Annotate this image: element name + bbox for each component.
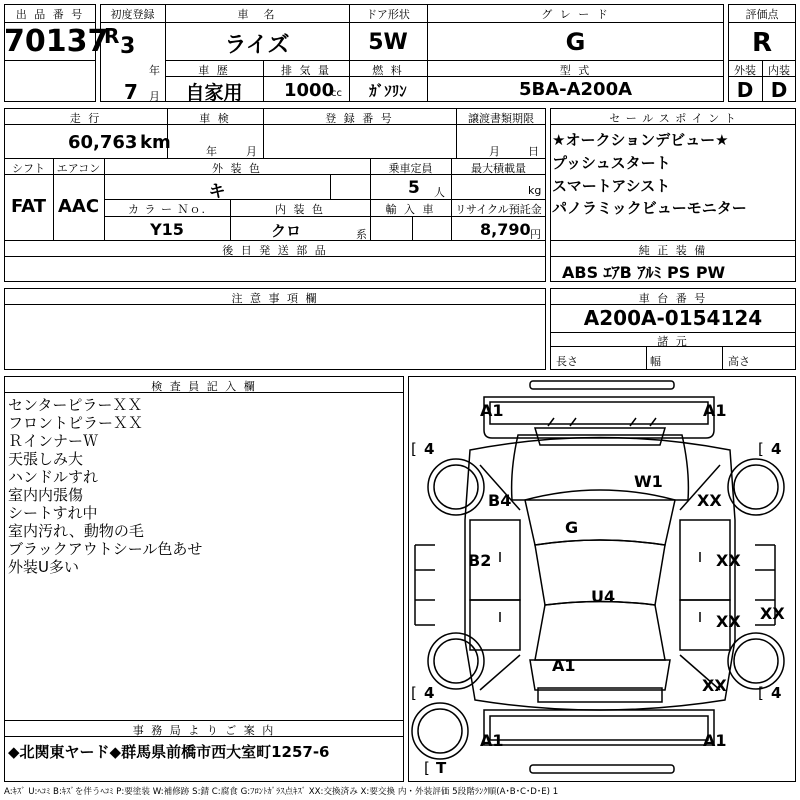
load-label: 最大積載量 <box>471 162 526 175</box>
color-label: 外 装 色 <box>212 162 262 175</box>
legend: A:ｷｽﾞ U:ﾍｺﾐ B:ｷｽﾞを伴うﾍｺﾐ P:要塗装 W:補修跡 S:錆 C:腐食 G:ﾌﾛﾝﾄｶﾞﾗｽ点ｷｽﾞ XX:交換済み X:要交換 内・外装評価 5段階ﾗﾝｸ順(A･B･C･D･E) 1 <box>4 787 559 797</box>
year-unit: 年 <box>149 64 160 77</box>
damage-xx-2: XX <box>716 551 741 570</box>
displacement: 1000 <box>284 80 335 101</box>
damage-xx-4: XX <box>716 612 741 631</box>
recycle: 8,790 <box>480 220 531 239</box>
color-no-label: カ ラ ー Ｎｏ. <box>128 203 206 216</box>
office-label: 事 務 局 よ り ご 案 内 <box>132 724 276 737</box>
sales-point-3: スマートアシスト <box>552 177 671 195</box>
transfer-month-unit: 月 <box>489 145 500 158</box>
doors-label: ドア形状 <box>366 8 410 21</box>
bracket-fr: [ <box>758 440 764 458</box>
sales-points-label: セ ー ル ス ポ イ ン ト <box>609 112 737 125</box>
damage-u4: U4 <box>591 587 616 606</box>
damage-xx-3: XX <box>760 604 785 623</box>
inspector-label: 検 査 員 記 入 欄 <box>151 380 257 393</box>
equipment-label: 純 正 装 備 <box>638 244 708 257</box>
grade-label: グ レ ー ド <box>541 8 610 21</box>
interior-color: クロ <box>270 222 301 240</box>
color-no: Y15 <box>150 220 184 239</box>
chassis-label: 車 台 番 号 <box>638 292 708 305</box>
inspector-comment-7: シートすれ中 <box>8 504 98 522</box>
bracket-rl: [ <box>411 684 417 702</box>
damage-a1-rear-left: A1 <box>480 731 504 750</box>
damage-a1-front-right: A1 <box>703 401 727 420</box>
damage-b2: B2 <box>468 551 492 570</box>
length-label: 長さ <box>556 355 578 368</box>
shift: FAT <box>10 196 47 217</box>
exterior-label: 外装 <box>734 64 756 77</box>
exterior-color: キ <box>208 182 226 202</box>
rating: R <box>751 28 773 58</box>
inspector-comment-5: ハンドルすれ <box>8 468 99 486</box>
interior-color-unit: 系 <box>356 228 367 241</box>
bracket-spare: [ <box>424 759 430 777</box>
model: 5BA-A200A <box>518 79 633 100</box>
mileage: 60,763 <box>68 132 138 153</box>
equipment-value: ABS ｴｱB ｱﾙﾐ PS PW <box>562 263 726 282</box>
lot-label: 出 品 番 号 <box>15 8 85 21</box>
bracket-rr: [ <box>758 684 764 702</box>
inspection-month-unit: 月 <box>246 145 257 158</box>
spare-tire: T <box>436 759 447 777</box>
inspector-comment-1: センターピラーＸＸ <box>8 396 143 414</box>
tire-fl: 4 <box>424 440 435 458</box>
damage-b4: B4 <box>488 491 512 510</box>
capacity: 5 <box>408 178 420 198</box>
sales-point-2: プッシュスタート <box>552 154 671 172</box>
import-label: 輸 入 車 <box>385 203 436 216</box>
damage-g: G <box>565 518 579 537</box>
sales-point-4: パノラミックビューモニター <box>552 199 747 217</box>
month-unit: 月 <box>149 90 160 103</box>
tire-rr: 4 <box>771 684 782 702</box>
load-unit: kg <box>528 184 542 197</box>
tire-rl: 4 <box>424 684 435 702</box>
inspector-comment-9: ブラックアウトシール色あせ <box>8 540 203 558</box>
mileage-label: 走 行 <box>69 112 102 125</box>
doors: 5W <box>368 30 408 55</box>
damage-a1-rear-right: A1 <box>703 731 727 750</box>
capacity-label: 乗車定員 <box>388 162 433 175</box>
grade: G <box>565 28 586 56</box>
displacement-label: 排 気 量 <box>281 64 331 77</box>
model-label: 型 式 <box>559 64 592 77</box>
inspector-comment-2: フロントピラーＸＸ <box>8 414 144 432</box>
aircon: AAC <box>57 196 100 217</box>
year: 3 <box>120 34 136 59</box>
inspector-comment-6: 室内内張傷 <box>8 486 84 504</box>
interior-color-label: 内 装 色 <box>275 203 325 216</box>
fuel: ｶﾞｿﾘﾝ <box>369 82 407 100</box>
inspector-comment-10: 外装U多い <box>8 558 79 576</box>
lot-number: 70137 <box>4 24 109 59</box>
inspection-label: 車 検 <box>199 112 231 125</box>
rating-label: 評価点 <box>745 8 779 21</box>
chassis-number: A200A-0154124 <box>583 306 763 330</box>
interior-label: 内装 <box>768 64 790 77</box>
exterior-grade: D <box>736 78 754 102</box>
interior-grade: D <box>770 78 788 102</box>
shift-label: シフト <box>12 162 45 175</box>
month: 7 <box>124 80 138 104</box>
history-label: 車 歴 <box>198 64 230 77</box>
displacement-unit: cc <box>331 88 342 99</box>
transfer-label: 譲渡書類期限 <box>468 112 534 125</box>
damage-w1: W1 <box>634 472 663 491</box>
office-text: ◆北関東ヤード◆群馬県前橋市西大室町1257-6 <box>8 743 330 761</box>
inspector-comment-3: ＲインナーＷ <box>8 432 99 450</box>
inspector-comment-4: 天張しみ大 <box>8 450 84 468</box>
sales-point-1: ★オークションデビュー★ <box>552 131 729 149</box>
width-label: 幅 <box>650 355 661 368</box>
dims-label: 諸 元 <box>657 335 689 348</box>
capacity-unit: 人 <box>434 186 445 199</box>
bracket-fl: [ <box>411 440 417 458</box>
era: R <box>104 24 120 48</box>
tire-fr: 4 <box>771 440 782 458</box>
transfer-day-unit: 日 <box>528 145 539 158</box>
damage-a1-front-left: A1 <box>480 401 504 420</box>
height-label: 高さ <box>728 355 750 368</box>
inspector-comment-8: 室内汚れ、動物の毛 <box>8 522 144 540</box>
aircon-label: エアコン <box>56 162 101 175</box>
parts-label: 後 日 発 送 部 品 <box>222 244 328 257</box>
inspection-year-unit: 年 <box>206 145 217 158</box>
recycle-label: リサイクル預託金 <box>455 203 542 216</box>
mileage-unit: km <box>140 132 171 153</box>
history: 自家用 <box>185 82 243 104</box>
registration-label: 登 録 番 号 <box>325 112 394 125</box>
car-name: ライズ <box>224 33 290 58</box>
first-reg-label: 初度登録 <box>110 8 155 21</box>
damage-xx-1: XX <box>697 491 722 510</box>
car-name-label: 車 名 <box>237 8 277 21</box>
fuel-label: 燃 料 <box>372 64 404 77</box>
damage-xx-5: XX <box>702 676 727 695</box>
damage-a1-center: A1 <box>552 656 576 675</box>
notes-label: 注 意 事 項 欄 <box>231 292 319 305</box>
recycle-unit: 円 <box>530 228 541 241</box>
